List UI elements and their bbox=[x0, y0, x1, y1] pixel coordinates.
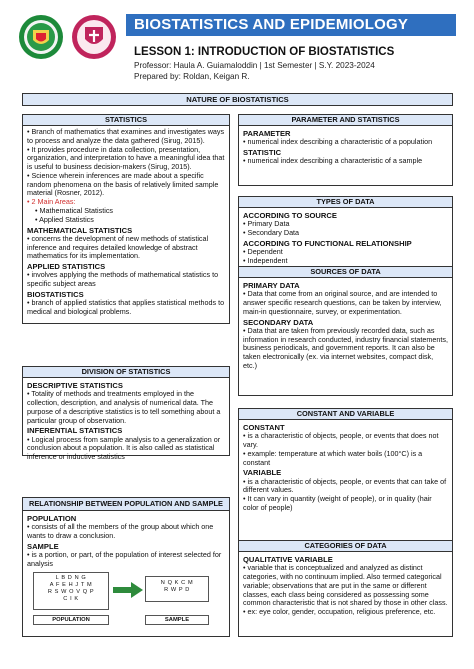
descriptive-text: • Totality of methods and treatments employed in the collection, description, and analysis of numerical data. The purpose of a descriptive statistics is to tell something about a particular group of observation. bbox=[27, 390, 225, 425]
parameter-title: PARAMETER bbox=[243, 129, 291, 138]
population-title: POPULATION bbox=[27, 514, 77, 523]
area-item: • Applied Statistics bbox=[27, 216, 225, 225]
population-letters-row: L B D N G bbox=[55, 574, 87, 581]
main-areas-label: • 2 Main Areas: bbox=[27, 198, 225, 207]
university-seal-left-logo bbox=[18, 14, 64, 60]
header bbox=[18, 14, 456, 82]
types-heading: TYPES OF DATA bbox=[239, 197, 452, 208]
constant-categories-section bbox=[238, 408, 453, 637]
primary-data-text: • Data that come from an original source, and are intended to answer specific research questions, can be taken by interview, main-in questionnaire, survey, or experimentation. bbox=[243, 290, 448, 316]
division-section bbox=[22, 366, 230, 462]
sample-letters-row: N Q K C M bbox=[160, 579, 194, 586]
source-item: • Primary Data bbox=[243, 220, 448, 229]
primary-data-title: PRIMARY DATA bbox=[243, 281, 300, 290]
population-letters-row: R S W O V Q P bbox=[47, 588, 95, 595]
inferential-text: • Logical process from sample analysis to a generalization or conclusion about a population. It is also called as statistical inference or inductive statistics bbox=[27, 436, 225, 462]
statistic-title: STATISTIC bbox=[243, 148, 282, 158]
sample-letters-row: R W P D bbox=[164, 586, 190, 593]
variable-title: VARIABLE bbox=[243, 468, 282, 478]
applied-stat-text: • involves applying the methods of mathematical statistics to specific subject areas bbox=[27, 271, 225, 289]
descriptive-title: DESCRIPTIVE STATISTICS bbox=[27, 381, 123, 390]
bio-stat-text: • branch of applied statistics that applies statistical methods to medical and biological problems. bbox=[27, 299, 225, 317]
qualitative-title: QUALITATIVE VARIABLE bbox=[243, 555, 333, 564]
prepared-by-line: Prepared by: Roldan, Keigan R. bbox=[134, 72, 250, 81]
constant-item: • is a characteristic of objects, people, or events that does not vary. bbox=[243, 432, 448, 450]
statistics-bullet: • It provides procedure in data collection, presentation, organization, and interpretation to have a meaningful idea that is useful to business decision-makers (Sirug, 2015). bbox=[27, 146, 225, 172]
constant-heading: CONSTANT AND VARIABLE bbox=[239, 409, 452, 420]
sources-heading: SOURCES OF DATA bbox=[239, 266, 452, 278]
source-item: • Secondary Data bbox=[243, 229, 448, 238]
parameter-text: • numerical index describing a characteristic of a population bbox=[243, 138, 448, 147]
categories-heading: CATEGORIES OF DATA bbox=[239, 540, 452, 552]
secondary-data-title: SECONDARY DATA bbox=[243, 317, 314, 327]
sample-text: • is a portion, or part, of the population of interest selected for analysis bbox=[27, 551, 225, 569]
variable-item: • It can vary in quantity (weight of people), or in quality (hair color of people) bbox=[243, 495, 448, 513]
math-stat-text: • concerns the development of new methods of statistical inference and requires detailed knowledge of abstract mathematics for its implementation. bbox=[27, 235, 225, 261]
nature-banner: NATURE OF BIOSTATISTICS bbox=[22, 93, 453, 106]
population-label: POPULATION bbox=[33, 615, 109, 625]
applied-stat-title: APPLIED STATISTICS bbox=[27, 262, 106, 272]
right-arrow-icon bbox=[113, 582, 143, 598]
variable-item: • is a characteristic of objects, people, or events that can take of different values. bbox=[243, 478, 448, 496]
professor-line: Professor: Haula A. Guiamaloddin | 1st Semester | S.Y. 2023-2024 bbox=[134, 61, 375, 70]
statistics-heading: STATISTICS bbox=[23, 115, 229, 126]
lesson-title: LESSON 1: INTRODUCTION OF BIOSTATISTICS bbox=[134, 46, 395, 58]
statistics-section bbox=[22, 114, 230, 324]
sample-label: SAMPLE bbox=[145, 615, 209, 625]
sample-title: SAMPLE bbox=[27, 541, 59, 551]
statistics-bullet: • Branch of mathematics that examines and investigates ways to process and analyze the data gathered (Sirug, 2015). bbox=[27, 128, 225, 146]
qualitative-item: • variable that is conceptualized and analyzed as distinct categories, with no continuum implied. Also termed categorical variable; observations that are put in the same or different classes, each class being considered as possessing some common characteristic that is not shared by those in other class. bbox=[243, 564, 448, 608]
according-source-title: ACCORDING TO SOURCE bbox=[243, 211, 337, 220]
sample-letters-box bbox=[145, 576, 209, 602]
according-function-title: ACCORDING TO FUNCTIONAL RELATIONSHIP bbox=[243, 238, 412, 248]
qualitative-item: • ex: eye color, gender, occupation, religious preference, etc. bbox=[243, 608, 448, 617]
math-stat-title: MATHEMATICAL STATISTICS bbox=[27, 225, 133, 235]
division-heading: DIVISION OF STATISTICS bbox=[23, 367, 229, 378]
statistics-bullet: • Science wherein inferences are made about a specific random phenomena on the basis of relatively limited sample material (Rosner, 2012). bbox=[27, 172, 225, 198]
function-item: • Independent bbox=[243, 257, 448, 266]
population-letters-row: C I K bbox=[63, 595, 79, 602]
types-sources-section bbox=[238, 196, 453, 396]
statistic-text: • numerical index describing a characteristic of a sample bbox=[243, 157, 448, 166]
population-sample-diagram bbox=[27, 572, 225, 628]
population-letters-box bbox=[33, 572, 109, 610]
population-text: • consists of all the members of the group about which one wants to draw a conclusion. bbox=[27, 523, 225, 541]
secondary-data-text: • Data that are taken from previously recorded data, such as information in research conducted, industry financial statements, business periodicals, and government reports. It can also be taken electronically (ex. via internet websites, compact disk, etc.) bbox=[243, 327, 448, 371]
inferential-title: INFERENTIAL STATISTICS bbox=[27, 426, 123, 436]
college-seal-right-logo bbox=[71, 14, 117, 60]
parameter-section bbox=[238, 114, 453, 186]
relationship-heading: RELATIONSHIP BETWEEN POPULATION AND SAMPLE bbox=[23, 498, 229, 511]
relationship-section bbox=[22, 497, 230, 637]
constant-item: • example: temperature at which water boils (100°C) is a constant bbox=[243, 450, 448, 468]
bio-stat-title: BIOSTATISTICS bbox=[27, 290, 84, 299]
function-item: • Dependent bbox=[243, 248, 448, 257]
parameter-heading: PARAMETER AND STATISTICS bbox=[239, 115, 452, 126]
population-letters-row: A F E H J T M bbox=[49, 581, 93, 588]
area-item: • Mathematical Statistics bbox=[27, 207, 225, 216]
course-title-band: BIOSTATISTICS AND EPIDEMIOLOGY bbox=[126, 14, 456, 36]
constant-title: CONSTANT bbox=[243, 423, 285, 432]
